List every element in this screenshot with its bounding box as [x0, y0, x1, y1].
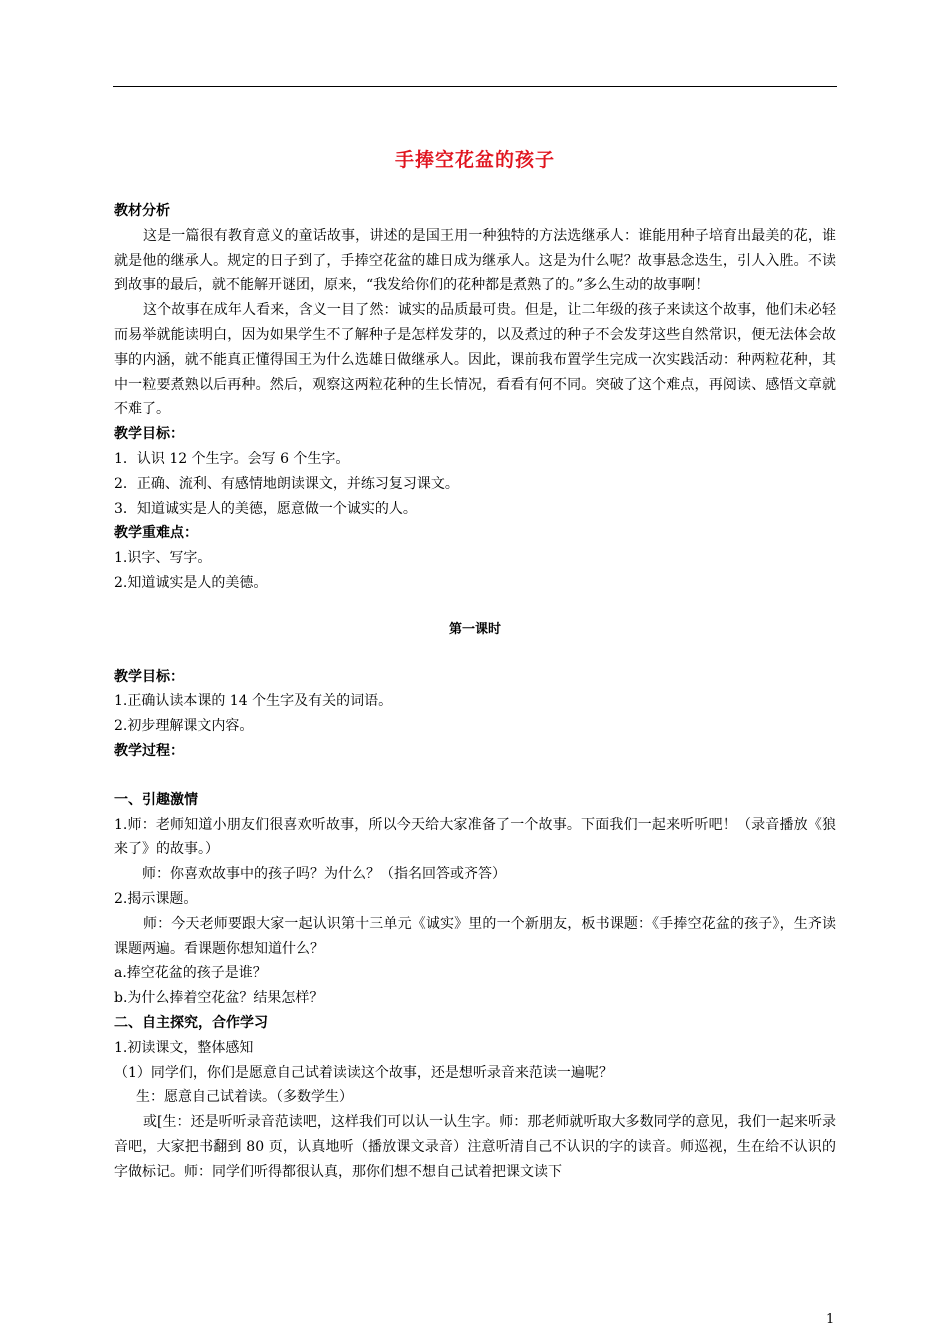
part2-heading: 二、自主探究，合作学习: [114, 1014, 268, 1031]
part1-line: 1.师：老师知道小朋友们很喜欢听故事，所以今天给大家准备了一个故事。下面我们一起来听听吧！（录音播放《狼来了》的故事。）: [114, 816, 836, 858]
document-title: 手捧空花盆的孩子: [394, 149, 555, 171]
lesson-goal-item: 2.初步理解课文内容。: [114, 718, 254, 735]
part2-line: 生：愿意自己试着读。（多数学生）: [136, 1089, 353, 1106]
part1-line: 师：你喜欢故事中的孩子吗？为什么？（指名回答或齐答）: [142, 866, 506, 883]
part1-line: 师：今天老师要跟大家一起认识第十三单元《诚实》里的一个新朋友，板书课题：《手捧空花盆的孩子》，生齐读课题两遍。看课题你想知道什么？: [114, 915, 836, 957]
goal-item: 1．认识 12 个生字。会写 6 个生字。: [114, 450, 350, 467]
spacer: [114, 764, 836, 788]
part2-line: （1）同学们，你们是愿意自己试着读读这个故事，还是想听录音来范读一遍呢？: [114, 1064, 613, 1081]
page-number: 1: [826, 1312, 835, 1327]
header-rule: [113, 86, 837, 87]
part1-line: a.捧空花盆的孩子是谁？: [114, 965, 267, 982]
section-heading-analysis: 教材分析: [114, 203, 170, 219]
part2-line: 1.初读课文，整体感知: [114, 1039, 254, 1056]
part1-line: b.为什么捧着空花盆？结果怎样？: [114, 990, 324, 1007]
key-point-item: 2.知道诚实是人的美德。: [114, 574, 268, 591]
lesson-goals-heading: 教学目标：: [114, 668, 184, 685]
key-point-item: 1.识字、写字。: [114, 550, 212, 567]
document-body: [114, 145, 836, 1184]
goal-item: 3．知道诚实是人的美德，愿意做一个诚实的人。: [114, 500, 417, 517]
lesson-heading: 第一课时: [448, 621, 501, 637]
part1-heading: 一、引趣激情: [114, 791, 198, 808]
process-heading: 教学过程：: [114, 742, 184, 759]
goal-item: 2．正确、流利、有感情地朗读课文，并练习复习课文。: [114, 475, 459, 492]
analysis-paragraph-1: 这是一篇很有教育意义的童话故事，讲述的是国王用一种独特的方法选继承人：谁能用种子培育出最美的花，谁就是他的继承人。规定的日子到了，手捧空花盆的雄日成为继承人。这是为什么呢？故事悬念迭生，引人入胜。不读到故事的最后，就不能解开谜团，原来，“我发给你们的花种都是煮熟了的。”多么生动的故事啊！: [114, 227, 836, 294]
lesson-goal-item: 1.正确认读本课的 14 个生字及有关的词语。: [114, 693, 393, 710]
part2-line: 或[生：还是听听录音范读吧，这样我们可以认一认生字。师：那老师就听取大多数同学的意见，我们一起来听录音吧，大家把书翻到 80 页，认真地听（播放课文录音）注意听清自己不认识的字的读音。师巡视，生在给不认识的字做标记。师：同学们听得都很认真，那你们想不想自己试着把课文读下: [114, 1114, 836, 1180]
analysis-paragraph-2: 这个故事在成年人看来，含义一目了然：诚实的品质最可贵。但是，让二年级的孩子来读这个故事，他们未必轻而易举就能读明白，因为如果学生不了解种子是怎样发芽的，以及煮过的种子不会发芽这些自然常识，便无法体会故事的内涵，就不能真正懂得国王为什么选雄日做继承人。因此，课前我布置学生完成一次实践活动：种两粒花种，其中一粒要煮熟以后再种。然后，观察这两粒花种的生长情况，看看有何不同。突破了这个难点，再阅读、感悟文章就不难了。: [114, 302, 836, 418]
section-heading-key-points: 教学重难点：: [114, 525, 198, 542]
part1-line: 2.揭示课题。: [114, 890, 198, 907]
section-heading-goals: 教学目标：: [114, 426, 184, 443]
